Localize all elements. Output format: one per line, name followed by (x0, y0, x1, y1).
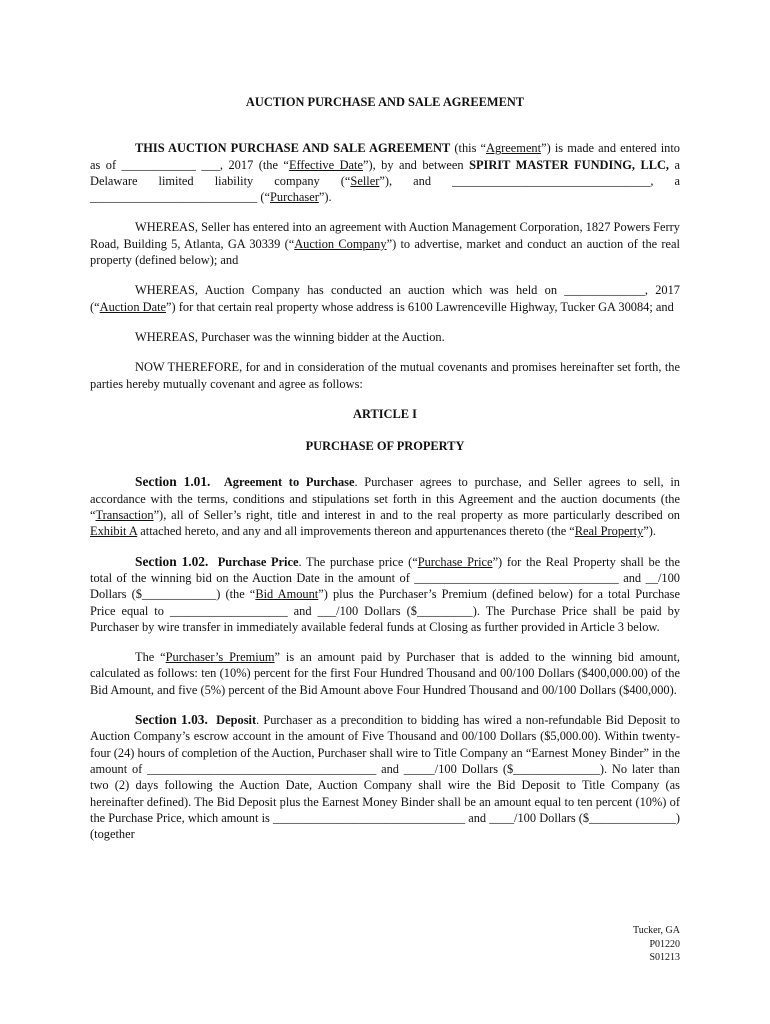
footer-location: Tucker, GA (632, 925, 680, 936)
section-1-01: Section 1.01. Agreement to Purchase. Purchaser agrees to purchase, and Seller agrees to sell, in accordance with the terms, conditions and stipulations set forth in this Agreement and the auction documents (the “Transaction”), all of Seller’s right, title and interest in and to the real property as more particularly described on Exhibit A attached hereto, and any and all improvements thereon and appurtenances thereto (the “Real Property”). (90, 474, 680, 539)
section-number: Section 1.03. (135, 712, 208, 728)
article-title: PURCHASE OF PROPERTY (305, 439, 465, 454)
whereas-winning-bidder: WHEREAS, Purchaser was the winning bidder at the Auction. (135, 329, 445, 344)
section-title: Agreement to Purchase (223, 475, 355, 490)
section-title: Purchase Price (217, 554, 299, 569)
footer-code: P01220 (649, 938, 680, 950)
section-title: Deposit (216, 713, 257, 728)
document-body (90, 94, 680, 856)
whereas-auction-held: WHEREAS, Auction Company has conducted an auction which was held on _____________, 2017 (“Auction Date”) for that certain real property whose address is 6100 Lawrenceville Highway, Tucker GA 30084; and (90, 283, 680, 314)
whereas-auction-company: WHEREAS, Seller has entered into an agreement with Auction Management Corporation, 1827 Powers Ferry Road, Building 5, Atlanta, GA 30339 (“Auction Company”) to advertise, market and conduct an auction of the real property (defined below); and (90, 220, 680, 268)
section-number: Section 1.02. (135, 553, 209, 569)
purchasers-premium-paragraph: The “Purchaser’s Premium” is an amount paid by Purchaser that is added to the winning bid amount, calculated as follows: ten (10%) percent for the first Four Hundred Thousand and 00/100 Dollars ($400,000.00) of the Bid Amount, and five (5%) percent of the Bid Amount above Four Hundred Thousand and 00/100 Dollars ($400,000). (90, 650, 680, 697)
footer-code: S01213 (649, 952, 680, 963)
intro-paragraph: THIS AUCTION PURCHASE AND SALE AGREEMENT (this “Agreement”) is made and entered into as of ____________ ___, 2017 (the “Effective Date”), by and between SPIRIT MASTER FUNDING, LLC, a Delaware limited liability company (“Seller”), and ________________________________, a ___________________________ (“Purchaser”). (90, 141, 680, 205)
page-footer (633, 924, 680, 965)
section-number: Section 1.01. (135, 474, 211, 490)
document-title: AUCTION PURCHASE AND SALE AGREEMENT (245, 95, 525, 109)
section-1-02: Section 1.02. Purchase Price. The purchase price (“Purchase Price”) for the Real Property shall be the total of the winning bid on the Auction Date in the amount of _________________________________ and __/100 Dollars ($____________) (the “Bid Amount”) plus the Purchaser’s Premium (defined below) for a total Purchase Price equal to ___________________ and ___/100 Dollars ($_________). The Purchase Price shall be paid by Purchaser by wire transfer in immediately available federal funds at Closing as further provided in Article 3 below. (90, 553, 680, 634)
section-1-03: Section 1.03. Deposit. Purchaser as a precondition to bidding has wired a non-refundable Bid Deposit to Auction Company’s escrow account in the amount of Five Thousand and 00/100 Dollars ($5,000.00). Within twenty-four (24) hours of completion of the Auction, Purchaser shall wire to Title Company an “Earnest Money Binder” in the amount of _____________________________________ and _____/100 Dollars ($______________). No later than two (2) days following the Auction Date, Auction Company shall wire the Bid Deposit to Title Company (as hereinafter defined). The Bid Deposit plus the Earnest Money Binder shall be an amount equal to ten percent (10%) of the Purchase Price, which amount is _______________________________ and ____/100 Dollars ($______________) (together (90, 712, 680, 842)
article-heading: ARTICLE I (353, 406, 417, 421)
now-therefore-paragraph: NOW THEREFORE, for and in consideration of the mutual covenants and promises hereinafter set forth, the parties hereby mutually covenant and agree as follows: (90, 360, 680, 391)
